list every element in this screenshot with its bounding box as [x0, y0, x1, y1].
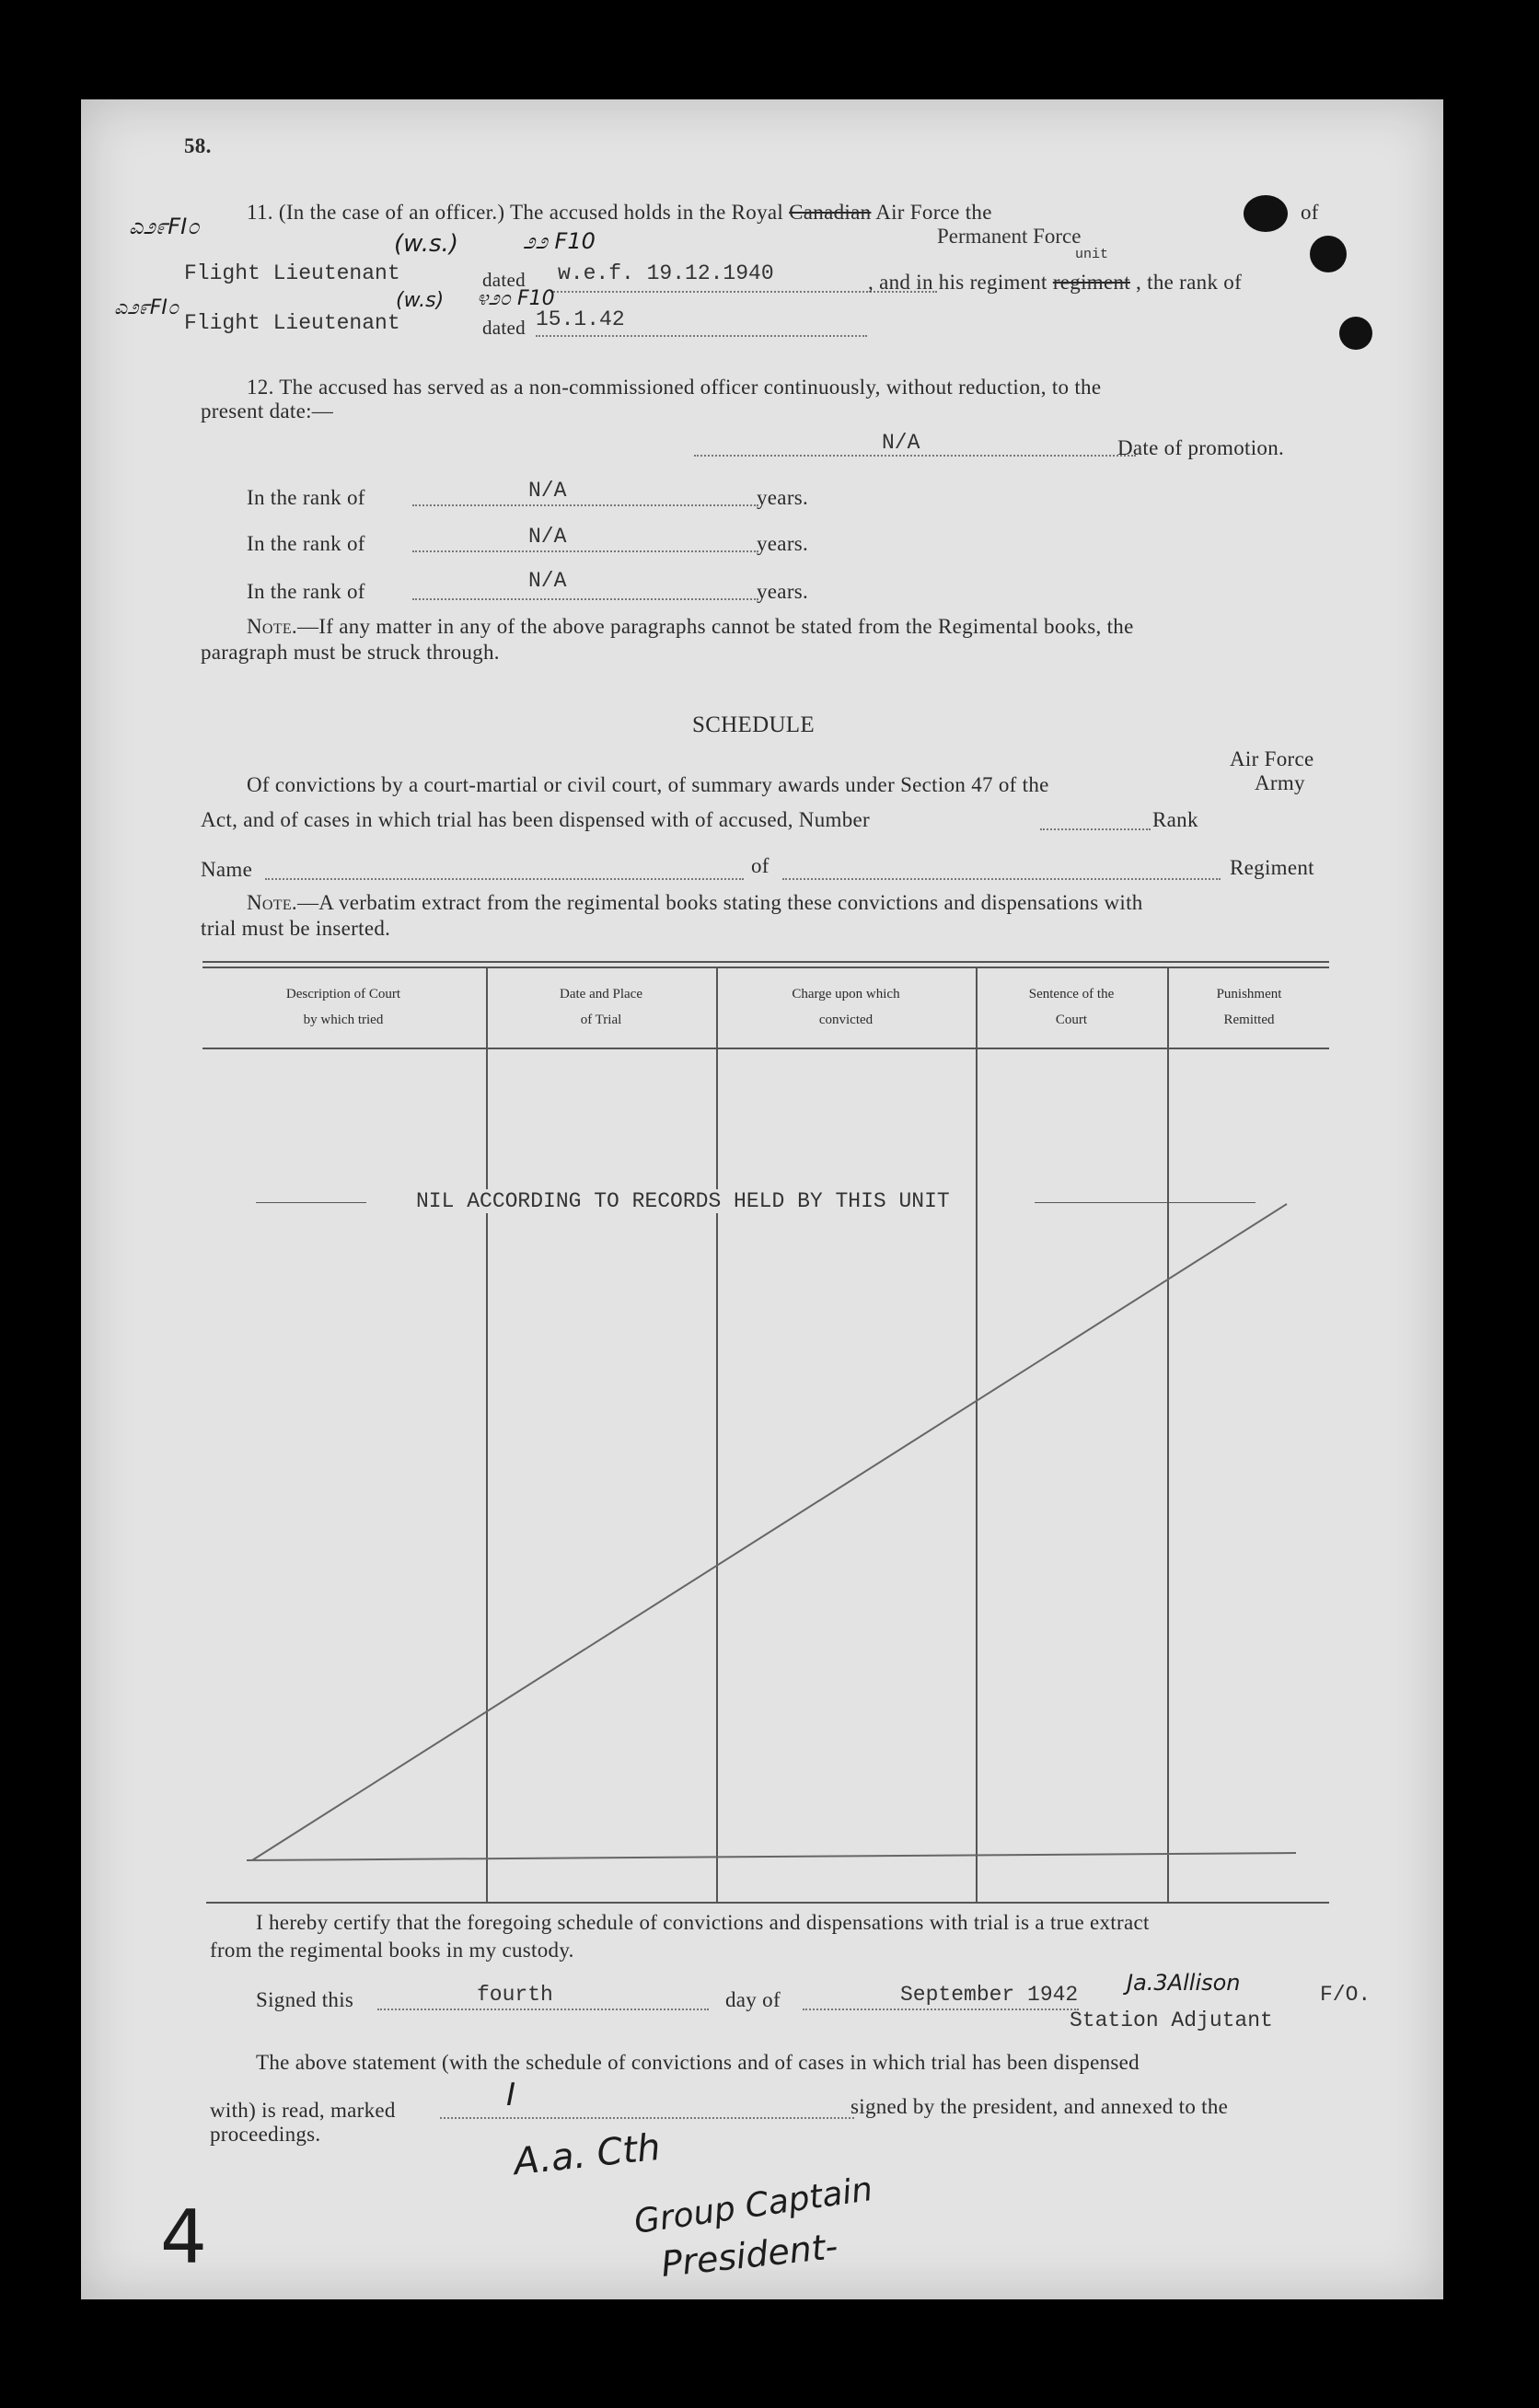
rank-row-value: N/A [528, 525, 567, 549]
dotted-line [803, 2009, 1079, 2010]
rank-label: In the rank of [247, 532, 365, 555]
certify-line1: I hereby certify that the foregoing schedule of convictions and dispensations with trial is a true extract [256, 1911, 1150, 1934]
table-bottom-rule [206, 1902, 1329, 1904]
column-header-line: Punishment [1216, 987, 1282, 1001]
statement-line1: The above statement (with the schedule of convictions and of cases in which trial has been dispensed [256, 2051, 1140, 2074]
rank-label: In the rank of [247, 580, 365, 603]
para12-number: 12. [247, 376, 274, 399]
column-header-line: Date and Place [560, 987, 642, 1001]
diagonal-line [252, 1204, 1287, 1860]
statement-line3: signed by the president, and annexed to the [850, 2095, 1229, 2118]
schedule-line1-end: Army [1255, 771, 1305, 794]
name-label: Name [201, 858, 253, 881]
inserted-text: Permanent Force [937, 225, 1082, 248]
statement-line2: with) is read, marked [210, 2099, 396, 2122]
president-rank: Group Captain [631, 2171, 875, 2241]
schedule-title: SCHEDULE [692, 712, 815, 737]
adjutant-signature: Ja.3Allison [1127, 1970, 1241, 1996]
column-header-line: Remitted [1223, 1013, 1275, 1027]
para11-text: The accused holds in the Royal [510, 201, 784, 224]
para12-note-line2: paragraph must be struck through. [201, 641, 500, 664]
corner-mark: 4 [160, 2194, 207, 2280]
mark-value: I [506, 2077, 516, 2113]
promotion-value: N/A [882, 431, 920, 455]
role-text: Station Adjutant [1070, 2009, 1273, 2032]
rank-row-value: N/A [528, 479, 567, 503]
day-value: fourth [477, 1983, 553, 2007]
schedule-line1: Of convictions by a court-martial or civil court, of summary awards under Section 47 of the [247, 773, 1049, 796]
dotted-line [440, 2117, 854, 2119]
note-text: —If any matter in any of the above paragraphs cannot be stated from the Regimental books, the [296, 615, 1134, 638]
note-label: Note. [247, 891, 297, 914]
document-page [81, 99, 1443, 2299]
dotted-line [377, 2009, 709, 2010]
note-label: Note. [247, 615, 297, 638]
column-header-line: Description of Court [285, 987, 401, 1001]
rank-abbr: F/O. [1320, 1983, 1371, 2007]
president-signature: A.a. Cth [512, 2125, 663, 2184]
rank-row-value: N/A [528, 569, 567, 593]
nil-text: NIL ACCORDING TO RECORDS HELD BY THIS UNIT [416, 1189, 950, 1213]
signed-label: Signed this [256, 1988, 354, 2011]
regiment-label: , and in his regiment [868, 271, 1047, 294]
handwritten-ws: (w.s) [396, 289, 445, 312]
statement-line4: proceedings. [210, 2123, 321, 2146]
column-header-line: Sentence of the [1028, 987, 1115, 1001]
years-label: years. [757, 580, 809, 603]
handwritten-code: ೪೨೦ F10 [477, 287, 555, 310]
bottom-line [247, 1853, 1296, 1860]
para11-number: 11. [247, 201, 273, 224]
column-header-line: convicted [818, 1013, 874, 1027]
para11-text2: Air Force the [875, 201, 992, 224]
schedule-line2: Act, and of cases in which trial has been dispensed with of accused, Number [201, 808, 870, 831]
regiment-label: Regiment [1230, 856, 1314, 879]
page-number: 58. [184, 134, 212, 157]
struck-word: Canadian [789, 201, 872, 224]
column-header-line: Charge upon which [792, 987, 900, 1001]
of-label: of [751, 854, 770, 877]
rank-typed: Flight Lieutenant [184, 311, 400, 335]
dated-label: dated [482, 317, 526, 339]
unit-insert: unit [1075, 247, 1109, 262]
rank-typed: Flight Lieutenant [184, 261, 400, 285]
column-header-line: by which tried [303, 1013, 384, 1027]
rank-label: Rank [1152, 808, 1198, 831]
struck-regiment: regiment [1052, 271, 1130, 294]
column-header-line: of Trial [580, 1013, 622, 1027]
rank-label: In the rank of [247, 486, 365, 509]
years-label: years. [757, 532, 809, 555]
para11-prefix: (In the case of an officer.) [278, 201, 505, 224]
margin-note: ಎ೨೯FI೦ [129, 214, 200, 239]
air-force-insert: Air Force [1230, 747, 1314, 770]
date-typed: 15.1.42 [536, 307, 625, 331]
certify-line2: from the regimental books in my custody. [210, 1939, 574, 1962]
years-label: years. [757, 486, 809, 509]
president-title: President- [659, 2226, 840, 2285]
para12-line2: present date:— [201, 399, 334, 423]
para12-text: The accused has served as a non-commissioned officer continuously, without reduction, to the [279, 376, 1102, 399]
handwritten-code: ೨೨ F10 [523, 228, 596, 254]
date-typed: w.e.f. 19.12.1940 [558, 261, 774, 285]
promotion-label: Date of promotion. [1117, 436, 1285, 459]
margin-note: ಎ೨೯FI೦ [114, 296, 179, 319]
day-label: day of [725, 1988, 781, 2011]
column-header-line: Court [1055, 1013, 1088, 1027]
note-text: —A verbatim extract from the regimental books stating these convictions and dispensations with [296, 891, 1143, 914]
para11-end: of [1301, 201, 1319, 224]
schedule-note-line2: trial must be inserted. [201, 917, 391, 940]
month-value: September 1942 [900, 1983, 1079, 2007]
dated-label: dated [482, 269, 526, 291]
rank-of-label: , the rank of [1136, 271, 1243, 294]
handwritten-ws: (w.s.) [394, 230, 458, 258]
